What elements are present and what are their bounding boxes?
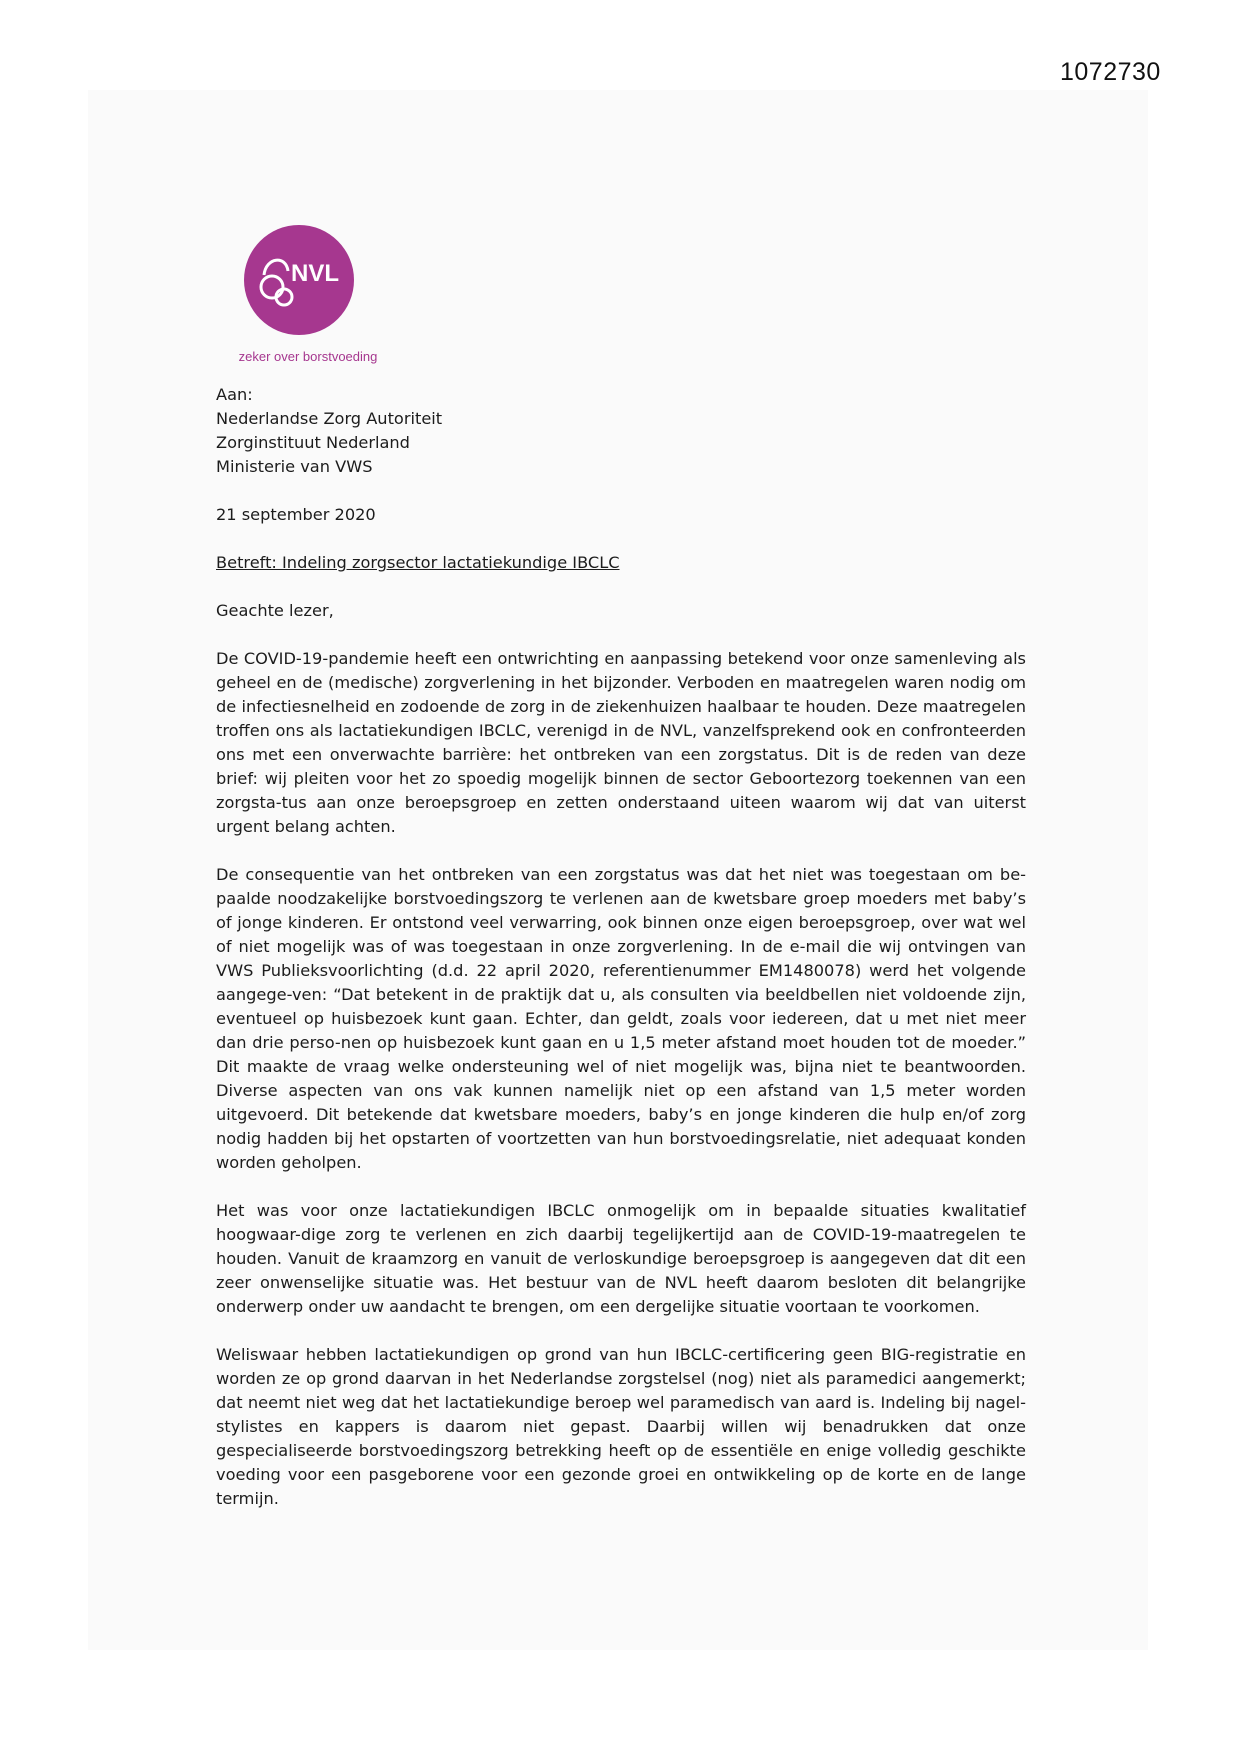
recipient-line: Zorginstituut Nederland bbox=[216, 433, 410, 452]
recipient-line: Nederlandse Zorg Autoriteit bbox=[216, 409, 443, 428]
salutation: Geachte lezer, bbox=[216, 601, 334, 620]
recipient-block bbox=[216, 383, 1026, 479]
paragraph: Weliswaar hebben lactatiekundigen op grond van hun IBCLC-certificering geen BIG-registratie en worden ze op grond daarvan in het Nederlandse zorgstelsel (nog) niet als paramedici aangemerkt; dat neemt niet weg dat het lactatiekundige beroep wel paramedisch van aard is. Indeling bij nagel-stylistes en kappers is daarom niet gepast. Daarbij willen wij benadrukken dat onze gespecialiseerde borstvoedingszorg betrekking heeft op de essentiële en enige volledig geschikte voeding voor een pasgeborene voor een gezonde groei en ontwikkeling op de korte en de lange termijn. bbox=[216, 1345, 1026, 1508]
recipient-label: Aan: bbox=[216, 385, 253, 404]
document-number: 1072730 bbox=[1060, 58, 1161, 86]
letter-body bbox=[216, 383, 1026, 1535]
letter-date: 21 september 2020 bbox=[216, 505, 376, 524]
nvl-logo-mark bbox=[244, 225, 354, 335]
paragraph: Het was voor onze lactatiekundigen IBCLC onmogelijk om in bepaalde situaties kwalitatief hoogwaar-dige zorg te verlenen en zich daarbij tegelijkertijd aan de COVID-19-maatregelen te houden. Vanuit de kraamzorg en vanuit de verloskundige beroepsgroep is aangegeven dat dit een zeer onwenselijke situatie was. Het bestuur van de NVL heeft daarom besloten dit belangrijke onderwerp onder uw aandacht te brengen, om een dergelijke situatie voortaan te voorkomen. bbox=[216, 1201, 1026, 1316]
logo-text: NVL bbox=[291, 260, 339, 287]
letter-subject: Betreft: Indeling zorgsector lactatiekundige IBCLC bbox=[216, 553, 620, 572]
recipient-line: Ministerie van VWS bbox=[216, 457, 373, 476]
paragraph: De consequentie van het ontbreken van een zorgstatus was dat het niet was toegestaan om be-paalde noodzakelijke borstvoedingszorg te verlenen aan de kwetsbare groep moeders met baby’s of jonge kinderen. Er ontstond veel verwarring, ook binnen onze eigen beroepsgroep, over wat wel of niet mogelijk was of was toegestaan in onze zorgverlening. In de e-mail die wij ontvingen van VWS Publieksvoorlichting (d.d. 22 april 2020, referentienummer EM1480078) werd het volgende aangege-ven: “Dat betekent in de praktijk dat u, als consulten via beeldbellen niet voldoende zijn, eventueel op huisbezoek kunt gaan. Echter, dan geldt, zoals voor iedereen, dat u met niet meer dan drie perso-nen op huisbezoek kunt gaan en u 1,5 meter afstand moet houden tot de moeder.” Dit maakte de vraag welke ondersteuning wel of niet mogelijk was, bijna niet te beantwoorden. Diverse aspecten van ons vak kunnen namelijk niet op een afstand van 1,5 meter worden uitgevoerd. Dit betekende dat kwetsbare moeders, baby’s en jonge kinderen die hulp en/of zorg nodig hadden bij het opstarten of voortzetten van hun borstvoedingsrelatie, niet adequaat konden worden geholpen. bbox=[216, 865, 1026, 1172]
paragraph: De COVID-19-pandemie heeft een ontwrichting en aanpassing betekend voor onze samenleving als geheel en de (medische) zorgverlening in het bijzonder. Verboden en maatregelen waren nodig om de infectiesnelheid en zodoende de zorg in de ziekenhuizen haalbaar te houden. Deze maatregelen troffen ons als lactatiekundigen IBCLC, verenigd in de NVL, vanzelfsprekend ook en confronteerden ons met een onverwachte barrière: het ontbreken van een zorgstatus. Dit is de reden van deze brief: wij pleiten voor het zo spoedig mogelijk binnen de sector Geboortezorg toekennen van een zorgsta-tus aan onze beroepsgroep en zetten onderstaand uiteen waarom wij dat van uiterst urgent belang achten. bbox=[216, 649, 1026, 836]
logo-tagline: zeker over borstvoeding bbox=[238, 349, 378, 364]
